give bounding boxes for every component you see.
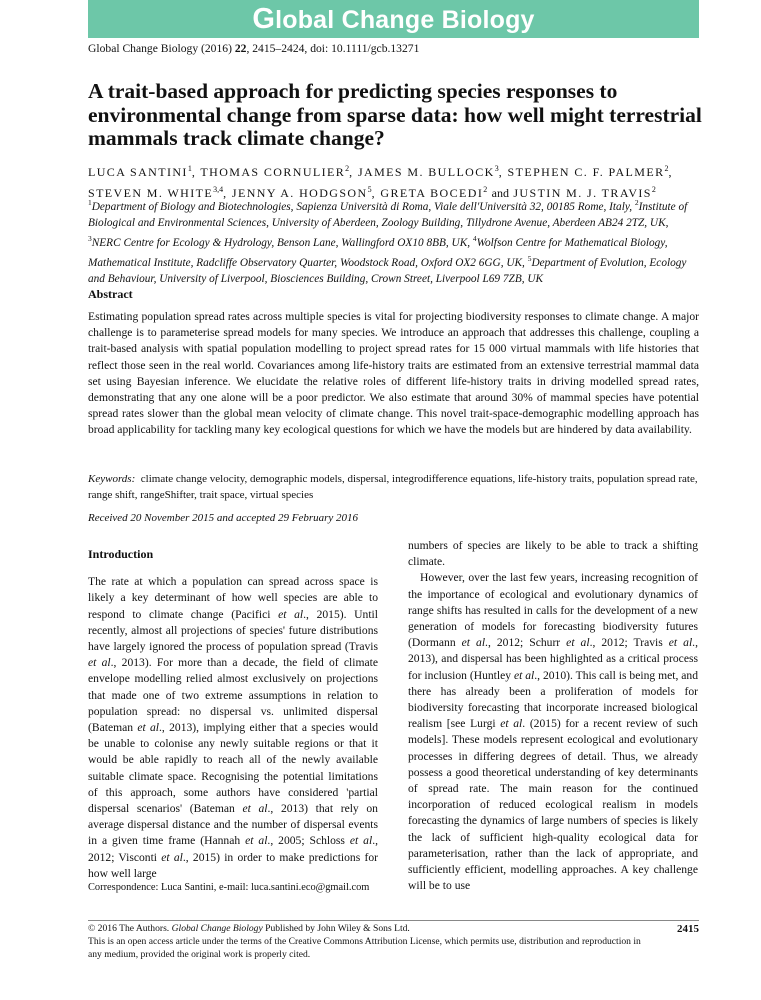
journal-banner [88,0,699,38]
author-name: JAMES M. BULLOCK [357,165,495,179]
affiliation-mark: 2 [634,198,639,207]
citation-etal: et al [137,721,160,735]
copyright-journal: Global Change Biology [171,923,263,934]
author-name: JENNY A. HODGSON [231,186,368,200]
copyright-suffix: Published by John Wiley & Sons Ltd. [262,923,410,934]
citation-etal: et al [349,834,373,848]
body-text: ., 2015) in order to make predictions for how well large [88,850,378,880]
body-text: ., 2012; Schurr [485,636,567,650]
abstract-text: Estimating population spread rates across multiple species is vital for projecting biodiversity responses to climate change. A major challenge is to parameterise spread models for many species. We introduce an approach that addresses this challenge, coupling a trait-based analysis with spatial population modelling to project spread rates for 15 000 virtual mammals with life histories that reflect those seen in the real world. Covariances among life-history traits are estimated from an extensive terrestrial mammal data set using Bayesian inference. We elucidate the relative roles of different life-history traits in driving modelled spread rates, demonstrating that any one alone will be a poor predictor. We also estimate that around 30% of mammal species have potential spread rates slower than the global mean velocity of climate change. This novel trait-space-demographic modelling approach has broad applicability for tackling many key ecological questions for which we have the models but are hindered by data availability. [88,310,699,437]
author-name: STEPHEN C. F. PALMER [507,165,665,179]
citation-volume: 22 [234,42,247,55]
correspondence: Correspondence: Luca Santini, e-mail: luca.santini.eco@gmail.com [88,882,370,893]
intro-paragraph-2 [408,570,698,894]
intro-paragraph-1 [88,574,378,882]
author-name: LUCA SANTINI [88,165,188,179]
affiliation-text: Department of Biology and Biotechnologies, Sapienza Università di Roma, Viale dell'Università 32, 00185 Rome, Italy, [91,200,635,213]
journal-logo-title [252,3,534,36]
affiliation-mark: 1 [88,198,92,207]
citation-etal: et al [245,834,268,848]
affiliation-text: Department of Evolution, Ecology and Behaviour, University of Liverpool, Biosciences Building, Crown Street, Liverpool L69 7ZB, UK [88,256,687,286]
affiliation-text: Institute of Biological and Environmental Sciences, University of Aberdeen, Zoology Building, Tillydrone Avenue, Aberdeen AB24 2TZ, UK, [88,200,688,229]
author-affiliation-mark: 2 [664,164,669,173]
author-name: GRETA BOCEDI [380,186,484,200]
article-title: A trait-based approach for predicting species responses to environmental change from sparse data: how well might terrestrial mammals track climate change? [88,79,702,150]
affiliation-text: NERC Centre for Ecology & Hydrology, Benson Lane, Wallingford OX10 8BB, UK, [91,236,473,249]
keywords [88,471,699,503]
body-text: ., 2012; Visconti [88,834,378,864]
author-list: LUCA SANTINI$^1$, THOMAS CORNULIER$^2$, JAMES M. BULLOCK$^3$, STEPHEN C. F. PALMER$^2$, STEVEN M. WHITE$^{3,4}$, JENNY A. HODGSON$^5$, GRETA BOCEDI$^2$ and JUSTIN M. J. TRAVIS$^2$ [88,164,673,200]
body-text: ., 2013), and dispersal has been highlighted as a critical process for inclusion (Huntley [408,636,698,682]
affiliation-mark: 3 [88,234,92,244]
keywords-label: Keywords: [88,473,136,485]
citation-line [88,42,419,55]
logo-rest: lobal Change Biology [275,5,535,34]
citation-etal: et al [566,636,590,650]
body-text: ., 2012; Travis [589,636,669,650]
logo-initial: G [252,2,276,35]
citation-pages-doi: , 2415–2424, doi: 10.1111/gcb.13271 [246,42,420,55]
body-text: However, over the last few years, increasing recognition of the importance of ecological and evolutionary dynamics of range shifts has resulted in calls for the development of a new generation of models for forecasting biodiversity futures (Dormann [408,571,698,650]
footer-license [88,923,648,961]
abstract-heading: Abstract [88,287,133,301]
citation-etal: et al [668,636,693,650]
author-name: THOMAS CORNULIER [200,165,346,179]
copyright-prefix: © 2016 The Authors. [88,923,172,934]
author-name: STEVEN M. WHITE [88,186,214,200]
author-name: JUSTIN M. J. TRAVIS [513,186,652,200]
body-text: ., 2013), implying either that a species would be unable to colonise any newly suitable regions or that it would be able rapidly to reach all of the newly available suitable climate space. Recognising the potential limitations of this approach, some authors have considered 'partial dispersal scenarios' (Bateman [88,721,378,816]
body-text: The rate at which a population can spread across space is likely a key determinant of how well species are able to respond to climate change (Pacifici [88,575,378,621]
page-number: 2415 [677,923,699,935]
affiliations [88,195,700,287]
received-date: Received 20 November 2015 and accepted 29 February 2016 [88,512,359,524]
introduction-heading: Introduction [88,547,154,561]
affiliation-text: Wolfson Centre for Mathematical Biology, Mathematical Institute, Radcliffe Observatory Quarter, Woodstock Road, Oxford OX2 6GG, UK, [88,236,668,269]
body-text: ., 2005; Schloss [267,834,350,848]
body-text: numbers of species are likely to be able to track a shifting climate. [408,539,698,569]
citation-journal: Global Change Biology (2016) [88,42,232,55]
author-affiliation-mark: 2 [345,164,350,173]
author-affiliation-mark: 1 [187,164,192,173]
affiliation-mark: 4 [472,234,477,244]
footer-divider [88,920,699,921]
body-text: ., 2010). This call is being met, and there has already been a proliferation of models for biodiversity forecasting that incorporate increased biological realism [see Lurgi [408,668,698,731]
keywords-text: climate change velocity, demographic models, dispersal, integrodifference equations, life-history traits, population spread rate, range shift, rangeShifter, trait space, virtual species [88,473,698,501]
author-affiliation-mark: 2 [483,185,488,194]
footer-license-text: This is an open access article under the terms of the Creative Commons Attribution License, which permits use, distribution and reproduction in any medium, provided the original work is properly cited. [88,935,641,960]
citation-etal: et al [161,850,183,864]
author-conjunction: and [491,186,509,200]
body-text: ., 2013). For more than a decade, the field of climate envelope modelling relied almost exclusively on projections that made one of two extreme assumptions in relation to population spread: no dispersal vs. unlimited dispersal (Bateman [88,656,378,735]
body-text: ., 2015). Until recently, almost all projections of species' future distributions have largely ignored the process of population spread (Travis [88,607,379,654]
intro-paragraph-1-continued [408,538,698,570]
author-affiliation-mark: 3,4 [213,185,224,194]
author-affiliation-mark: 2 [651,185,656,194]
citation-etal: et al [461,636,486,650]
body-text: ., 2013) that rely on average dispersal distance and the number of dispersal events in a given time frame (Hannah [88,802,378,848]
column-right [408,538,698,894]
citation-etal: et al [88,656,111,670]
author-affiliation-mark: 3 [494,164,499,173]
affiliation-mark: 5 [527,254,532,264]
footer-copyright [88,923,648,936]
column-left [88,546,378,882]
citation-etal: et al [242,802,268,816]
citation-etal: et al [278,607,304,621]
author-affiliation-mark: 5 [367,185,372,194]
citation-etal: et al [500,717,523,731]
body-text: . (2015) for a recent review of such models]. These models represent ecological and evolutionary processes in differing degrees of detail. Thus, we already possess a good theoretical understanding of key determinants of spread rate. The main reason for the continued incorporation of reduced ecological realism in models forecasting the dynamics of large numbers of species is likely the lack of sufficient high-quality ecological data for parameterisation, rather than the lack of appropriate, and sufficiently efficient, modelling approaches. A key challenge will be to use [408,717,698,893]
citation-etal: et al [513,668,535,682]
